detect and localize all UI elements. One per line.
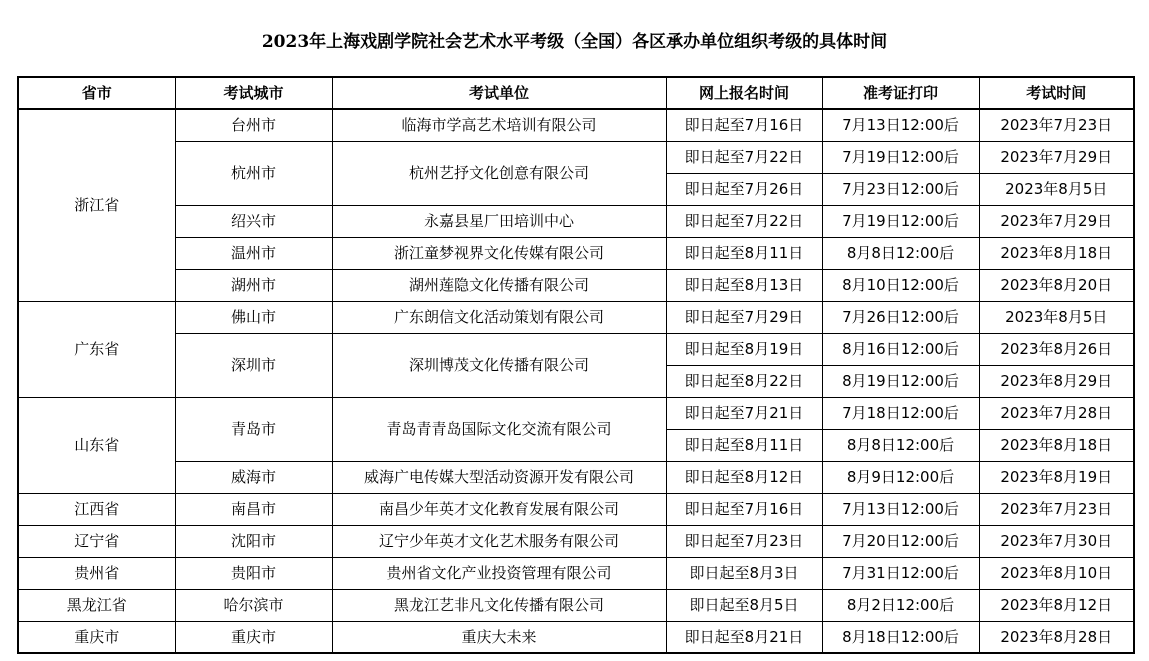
- ticket-cell: 7月13日12:00后: [822, 493, 979, 525]
- unit-cell: 青岛青青岛国际文化交流有限公司: [332, 397, 666, 461]
- city-cell: 沈阳市: [175, 525, 332, 557]
- table-row: [18, 589, 1134, 621]
- signup-cell: 即日起至7月22日: [666, 205, 822, 237]
- province-cell: 黑龙江省: [18, 589, 175, 621]
- city-cell: 台州市: [175, 109, 332, 141]
- exam-cell: 2023年8月18日: [979, 237, 1134, 269]
- table-row: [18, 237, 1134, 269]
- exam-cell: 2023年8月5日: [979, 173, 1134, 205]
- unit-cell: 深圳博茂文化传播有限公司: [332, 333, 666, 397]
- table-row: [18, 557, 1134, 589]
- ticket-cell: 8月9日12:00后: [822, 461, 979, 493]
- table-row: [18, 141, 1134, 173]
- exam-cell: 2023年8月12日: [979, 589, 1134, 621]
- page-title: 2023年上海戏剧学院社会艺术水平考级（全国）各区承办单位组织考级的具体时间: [261, 32, 888, 52]
- header-province: 省市: [18, 77, 175, 109]
- ticket-cell: 8月16日12:00后: [822, 333, 979, 365]
- signup-cell: 即日起至7月23日: [666, 525, 822, 557]
- exam-cell: 2023年8月10日: [979, 557, 1134, 589]
- exam-cell: 2023年8月19日: [979, 461, 1134, 493]
- province-cell: 重庆市: [18, 621, 175, 653]
- signup-cell: 即日起至8月12日: [666, 461, 822, 493]
- province-cell: 浙江省: [18, 109, 175, 301]
- signup-cell: 即日起至7月29日: [666, 301, 822, 333]
- ticket-cell: 7月23日12:00后: [822, 173, 979, 205]
- table-row: [18, 333, 1134, 365]
- table-header-row: [18, 77, 1134, 109]
- ticket-cell: 7月13日12:00后: [822, 109, 979, 141]
- city-cell: 佛山市: [175, 301, 332, 333]
- table-row: [18, 109, 1134, 141]
- exam-cell: 2023年8月29日: [979, 365, 1134, 397]
- ticket-cell: 7月19日12:00后: [822, 205, 979, 237]
- signup-cell: 即日起至8月3日: [666, 557, 822, 589]
- signup-cell: 即日起至8月5日: [666, 589, 822, 621]
- header-signup-time: 网上报名时间: [666, 77, 822, 109]
- city-cell: 哈尔滨市: [175, 589, 332, 621]
- header-ticket-print: 准考证打印: [822, 77, 979, 109]
- signup-cell: 即日起至7月21日: [666, 397, 822, 429]
- ticket-cell: 8月19日12:00后: [822, 365, 979, 397]
- signup-cell: 即日起至8月21日: [666, 621, 822, 653]
- exam-cell: 2023年8月26日: [979, 333, 1134, 365]
- table-row: [18, 461, 1134, 493]
- province-cell: 辽宁省: [18, 525, 175, 557]
- header-city: 考试城市: [175, 77, 332, 109]
- signup-cell: 即日起至8月11日: [666, 429, 822, 461]
- exam-cell: 2023年7月23日: [979, 109, 1134, 141]
- city-cell: 湖州市: [175, 269, 332, 301]
- signup-cell: 即日起至7月22日: [666, 141, 822, 173]
- exam-cell: 2023年7月28日: [979, 397, 1134, 429]
- city-cell: 贵阳市: [175, 557, 332, 589]
- table-row: [18, 493, 1134, 525]
- ticket-cell: 7月26日12:00后: [822, 301, 979, 333]
- header-exam-time: 考试时间: [979, 77, 1134, 109]
- signup-cell: 即日起至7月16日: [666, 493, 822, 525]
- table-row: [18, 301, 1134, 333]
- table-row: [18, 205, 1134, 237]
- table-row: [18, 621, 1134, 653]
- table-row: [18, 269, 1134, 301]
- header-unit: 考试单位: [332, 77, 666, 109]
- unit-cell: 南昌少年英才文化教育发展有限公司: [332, 493, 666, 525]
- exam-cell: 2023年8月28日: [979, 621, 1134, 653]
- unit-cell: 重庆大未来: [332, 621, 666, 653]
- unit-cell: 广东朗信文化活动策划有限公司: [332, 301, 666, 333]
- signup-cell: 即日起至7月26日: [666, 173, 822, 205]
- signup-cell: 即日起至7月16日: [666, 109, 822, 141]
- city-cell: 杭州市: [175, 141, 332, 205]
- unit-cell: 威海广电传媒大型活动资源开发有限公司: [332, 461, 666, 493]
- unit-cell: 临海市学高艺术培训有限公司: [332, 109, 666, 141]
- unit-cell: 浙江童梦视界文化传媒有限公司: [332, 237, 666, 269]
- city-cell: 南昌市: [175, 493, 332, 525]
- city-cell: 绍兴市: [175, 205, 332, 237]
- ticket-cell: 8月2日12:00后: [822, 589, 979, 621]
- ticket-cell: 7月19日12:00后: [822, 141, 979, 173]
- signup-cell: 即日起至8月22日: [666, 365, 822, 397]
- province-cell: 山东省: [18, 397, 175, 493]
- schedule-table: [17, 76, 1135, 654]
- province-cell: 贵州省: [18, 557, 175, 589]
- city-cell: 温州市: [175, 237, 332, 269]
- ticket-cell: 8月8日12:00后: [822, 237, 979, 269]
- exam-cell: 2023年8月5日: [979, 301, 1134, 333]
- ticket-cell: 7月31日12:00后: [822, 557, 979, 589]
- unit-cell: 永嘉县星厂田培训中心: [332, 205, 666, 237]
- city-cell: 威海市: [175, 461, 332, 493]
- signup-cell: 即日起至8月19日: [666, 333, 822, 365]
- unit-cell: 湖州莲隐文化传播有限公司: [332, 269, 666, 301]
- city-cell: 深圳市: [175, 333, 332, 397]
- city-cell: 重庆市: [175, 621, 332, 653]
- province-cell: 广东省: [18, 301, 175, 397]
- exam-cell: 2023年7月30日: [979, 525, 1134, 557]
- ticket-cell: 8月10日12:00后: [822, 269, 979, 301]
- exam-cell: 2023年8月20日: [979, 269, 1134, 301]
- table-row: [18, 525, 1134, 557]
- ticket-cell: 8月18日12:00后: [822, 621, 979, 653]
- ticket-cell: 7月18日12:00后: [822, 397, 979, 429]
- exam-cell: 2023年8月18日: [979, 429, 1134, 461]
- unit-cell: 贵州省文化产业投资管理有限公司: [332, 557, 666, 589]
- ticket-cell: 8月8日12:00后: [822, 429, 979, 461]
- signup-cell: 即日起至8月11日: [666, 237, 822, 269]
- exam-cell: 2023年7月29日: [979, 205, 1134, 237]
- city-cell: 青岛市: [175, 397, 332, 461]
- ticket-cell: 7月20日12:00后: [822, 525, 979, 557]
- table-row: [18, 397, 1134, 429]
- province-cell: 江西省: [18, 493, 175, 525]
- unit-cell: 辽宁少年英才文化艺术服务有限公司: [332, 525, 666, 557]
- signup-cell: 即日起至8月13日: [666, 269, 822, 301]
- unit-cell: 黑龙江艺非凡文化传播有限公司: [332, 589, 666, 621]
- unit-cell: 杭州艺抒文化创意有限公司: [332, 141, 666, 205]
- exam-cell: 2023年7月29日: [979, 141, 1134, 173]
- exam-cell: 2023年7月23日: [979, 493, 1134, 525]
